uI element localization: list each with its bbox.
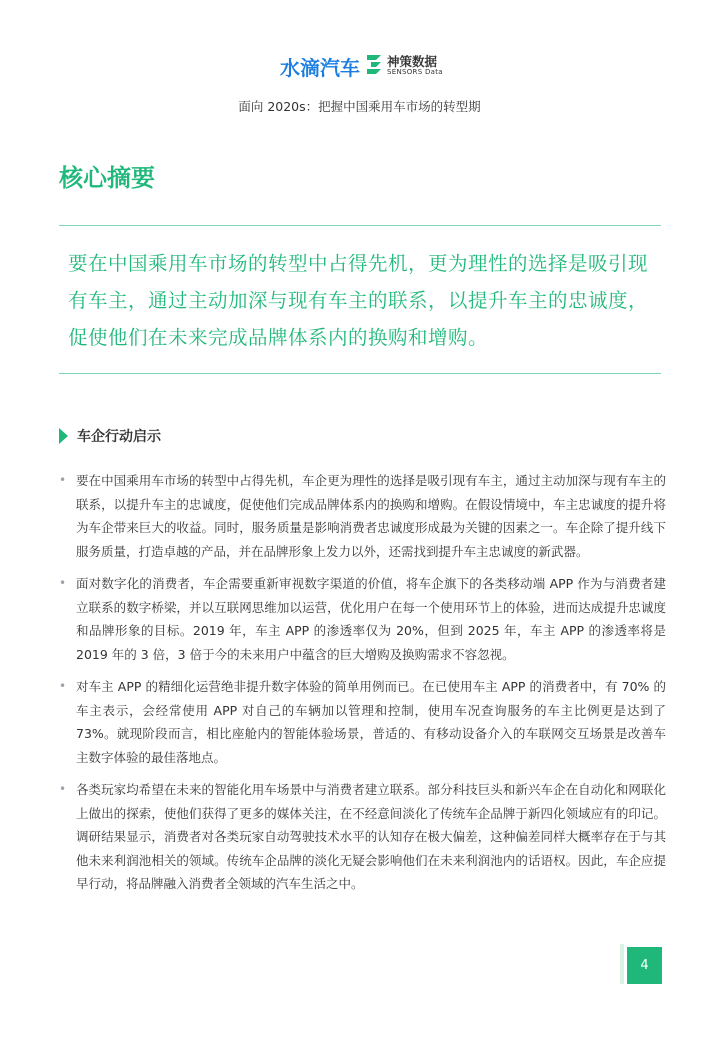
bullet-dot-icon: • (59, 576, 67, 590)
report-subtitle: 面向 2020s：把握中国乘用车市场的转型期 (238, 99, 481, 114)
bullet-dot-icon: • (59, 782, 67, 796)
bullet-text: 要在中国乘用车市场的转型中占得先机，车企更为理性的选择是吸引现有车主，通过主动加深与现有车主的联系，以提升车主的忠诚度，促使他们完成品牌体系内的换购和增购。在假设情境中，车主忠诚度的提升将为车企带来巨大的收益。同时，服务质量是影响消费者忠诚度形成最为关键的因素之一。车企除了提升线下服务质量，打造卓越的产品，并在品牌形象上发力以外，还需找到提升车主忠诚度的新武器。 (76, 473, 666, 559)
divider-top (59, 225, 661, 226)
page-number-accent (620, 944, 624, 984)
shuidi-auto-logo: 水滴汽车 (280, 56, 360, 80)
divider-bottom (59, 373, 661, 374)
list-item (59, 572, 666, 666)
page-number: 4 (627, 947, 662, 984)
sensors-data-icon (363, 52, 385, 76)
triangle-arrow-icon (59, 428, 68, 444)
bullet-text: 对车主 APP 的精细化运营绝非提升数字体验的简单用例而已。在已使用车主 APP 的消费者中，有 70% 的车主表示，会经常使用 APP 对自己的车辆加以管理和控制，使用车况查询服务的车主比例更是达到了 73%。就现阶段而言，相比座舱内的智能体验场景，普适的、有移动设备介入的车联网交互场景是改善车主数字体验的最佳落地点。 (76, 679, 666, 765)
subsection-title: 车企行动启示 (77, 429, 161, 445)
bullet-list (59, 469, 666, 905)
summary-text: 要在中国乘用车市场的转型中占得先机，更为理性的选择是吸引现有车主，通过主动加深与现有车主的联系，以提升车主的忠诚度，促使他们在未来完成品牌体系内的换购和增购。 (68, 252, 649, 349)
sensors-data-cn: 神策数据 (387, 54, 438, 69)
bullet-text: 各类玩家均希望在未来的智能化用车场景中与消费者建立联系。部分科技巨头和新兴车企在自动化和网联化上做出的探索，使他们获得了更多的媒体关注，在不经意间淡化了传统车企品牌于新四化领域应有的印记。调研结果显示，消费者对各类玩家自动驾驶技术水平的认知存在极大偏差，这种偏差同样大概率存在于与其他未来利润池相关的领域。传统车企品牌的淡化无疑会影响他们在未来利润池内的话语权。因此，车企应提早行动，将品牌融入消费者全领域的汽车生活之中。 (76, 782, 666, 891)
list-item (59, 469, 666, 563)
sensors-data-en: SENSORS Data (387, 68, 443, 76)
list-item (59, 778, 666, 896)
bullet-dot-icon: • (59, 473, 67, 487)
list-item (59, 675, 666, 769)
bullet-dot-icon: • (59, 679, 67, 693)
section-title: 核心摘要 (59, 164, 155, 192)
bullet-text: 面对数字化的消费者，车企需要重新审视数字渠道的价值，将车企旗下的各类移动端 APP 作为与消费者建立联系的数字桥梁，并以互联网思维加以运营，优化用户在每一个使用环节上的体验，进而达成提升忠诚度和品牌形象的目标。2019 年，车主 APP 的渗透率仅为 20%，但到 2025 年，车主 APP 的渗透率将是 2019 年的 3 倍，3 倍于今的未来用户中蕴含的巨大增购及换购需求不容忽视。 (76, 576, 666, 662)
header-logos (0, 50, 719, 82)
